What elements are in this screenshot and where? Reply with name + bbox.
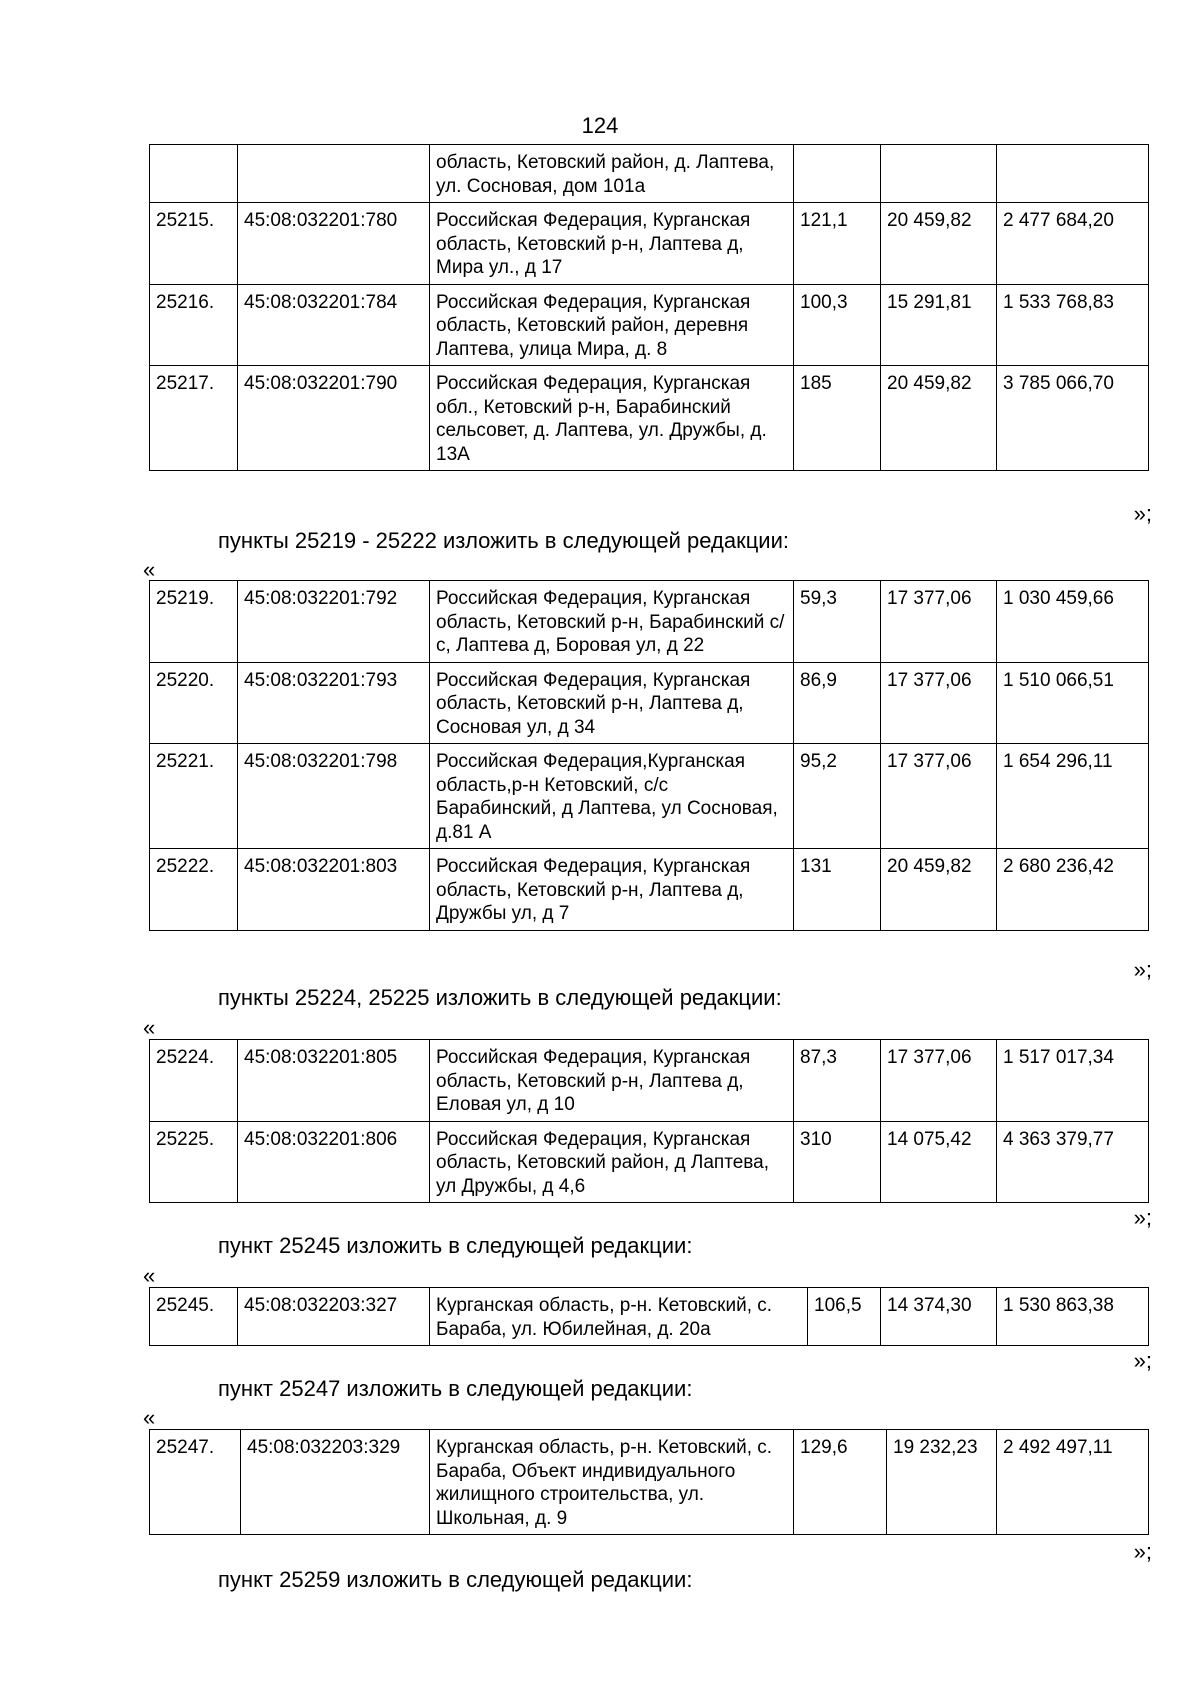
area: 129,6 [794,1430,887,1535]
row-number: 25217. [150,366,238,471]
data-table-5 [149,1429,1149,1535]
cadastral-value: 3 785 066,70 [997,366,1149,471]
row-number: 25215. [150,203,238,285]
cadastral-value: 1 654 296,11 [997,744,1149,849]
cadastral-value: 1 030 459,66 [997,581,1149,663]
address: Российская Федерация, Курганская область, Кетовский р-н, Лаптева д, Еловая ул, д 10 [430,1040,794,1122]
row-number: 25225. [150,1121,238,1203]
address: Курганская область, р-н. Кетовский, с. Бараба, ул. Юбилейная, д. 20а [430,1288,808,1346]
row-number: 25219. [150,581,238,663]
rate: 14 075,42 [881,1121,997,1203]
rate: 17 377,06 [881,744,997,849]
cadastral-value: 2 492 497,11 [997,1430,1149,1535]
cadastral-number: 45:08:032203:327 [238,1288,430,1346]
table-row [150,849,1149,931]
section-intro: пункт 25245 изложить в следующей редакции: [218,1233,693,1258]
cadastral-value: 1 530 863,38 [997,1288,1149,1346]
area [794,145,881,203]
rate: 20 459,82 [881,849,997,931]
section-intro: пункт 25259 изложить в следующей редакции: [218,1567,693,1592]
rate [881,145,997,203]
area: 310 [794,1121,881,1203]
cadastral-number: 45:08:032201:793 [238,662,430,744]
area: 100,3 [794,284,881,366]
cadastral-number: 45:08:032201:790 [238,366,430,471]
section-intro: пункт 25247 изложить в следующей редакции: [218,1376,693,1401]
table-row [150,366,1149,471]
table-row [150,1121,1149,1203]
cadastral-value: 1 517 017,34 [997,1040,1149,1122]
table-row [150,744,1149,849]
section-intro: пункты 25219 - 25222 изложить в следующей редакции: [218,528,790,553]
area: 121,1 [794,203,881,285]
closing-quote: »; [1133,957,1152,982]
cadastral-number: 45:08:032201:792 [238,581,430,663]
cadastral-value: 4 363 379,77 [997,1121,1149,1203]
closing-quote: »; [1133,501,1152,526]
data-table-4 [149,1287,1149,1346]
rate: 20 459,82 [881,366,997,471]
cadastral-number: 45:08:032201:806 [238,1121,430,1203]
cadastral-number: 45:08:032201:803 [238,849,430,931]
table-row [150,1430,1149,1535]
table-row [150,284,1149,366]
row-number: 25220. [150,662,238,744]
opening-quote: « [143,557,156,582]
cadastral-value: 2 680 236,42 [997,849,1149,931]
opening-quote: « [143,1263,156,1288]
address: Российская Федерация, Курганская область, Кетовский район, деревня Лаптева, улица Мира, д. 8 [430,284,794,366]
cadastral-value: 1 533 768,83 [997,284,1149,366]
address: Российская Федерация, Курганская область, Кетовский район, д Лаптева, ул Дружбы, д 4,6 [430,1121,794,1203]
address: Российская Федерация, Курганская область, Кетовский р-н, Барабинский с/с, Лаптева д, Боровая ул, д 22 [430,581,794,663]
cadastral-value: 2 477 684,20 [997,203,1149,285]
table-row [150,145,1149,203]
area: 59,3 [794,581,881,663]
closing-quote: »; [1133,1205,1152,1230]
row-number: 25222. [150,849,238,931]
section-intro: пункты 25224, 25225 изложить в следующей редакции: [218,985,782,1010]
rate: 14 374,30 [881,1288,997,1346]
table-row [150,1288,1149,1346]
address: Российская Федерация, Курганская область, Кетовский р-н, Лаптева д, Дружбы ул, д 7 [430,849,794,931]
cadastral-number: 45:08:032201:784 [238,284,430,366]
cadastral-number: 45:08:032203:329 [241,1430,430,1535]
rate: 19 232,23 [887,1430,997,1535]
data-table-2 [149,580,1149,931]
row-number: 25245. [150,1288,238,1346]
area: 87,3 [794,1040,881,1122]
closing-quote: »; [1133,1539,1152,1564]
row-number: 25216. [150,284,238,366]
rate: 17 377,06 [881,662,997,744]
cadastral-number [238,145,430,203]
table-row [150,1040,1149,1122]
address: Российская Федерация,Курганская область,р-н Кетовский, с/с Барабинский, д Лаптева, ул Сосновая, д.81 А [430,744,794,849]
address: Российская Федерация, Курганская область, Кетовский р-н, Лаптева д, Сосновая ул, д 34 [430,662,794,744]
row-number [150,145,238,203]
address: область, Кетовский район, д. Лаптева, ул. Сосновая, дом 101а [430,145,794,203]
rate: 17 377,06 [881,581,997,663]
rate: 17 377,06 [881,1040,997,1122]
address: Курганская область, р-н. Кетовский, с. Бараба, Объект индивидуального жилищного строительства, ул. Школьная, д. 9 [430,1430,794,1535]
area: 106,5 [808,1288,881,1346]
table-row [150,662,1149,744]
cadastral-value: 1 510 066,51 [997,662,1149,744]
cadastral-number: 45:08:032201:798 [238,744,430,849]
closing-quote: »; [1133,1348,1152,1373]
cadastral-number: 45:08:032201:805 [238,1040,430,1122]
address: Российская Федерация, Курганская обл., Кетовский р-н, Барабинский сельсовет, д. Лаптева, ул. Дружбы, д. 13А [430,366,794,471]
address: Российская Федерация, Курганская область, Кетовский р-н, Лаптева д, Мира ул., д 17 [430,203,794,285]
table-row [150,581,1149,663]
row-number: 25221. [150,744,238,849]
area: 131 [794,849,881,931]
data-table-3 [149,1039,1149,1203]
opening-quote: « [143,1015,156,1040]
cadastral-value [997,145,1149,203]
rate: 20 459,82 [881,203,997,285]
rate: 15 291,81 [881,284,997,366]
page-number: 124 [581,113,619,138]
area: 95,2 [794,744,881,849]
opening-quote: « [143,1405,156,1430]
row-number: 25247. [150,1430,241,1535]
area: 86,9 [794,662,881,744]
data-table-1 [149,144,1149,471]
table-row [150,203,1149,285]
cadastral-number: 45:08:032201:780 [238,203,430,285]
area: 185 [794,366,881,471]
row-number: 25224. [150,1040,238,1122]
